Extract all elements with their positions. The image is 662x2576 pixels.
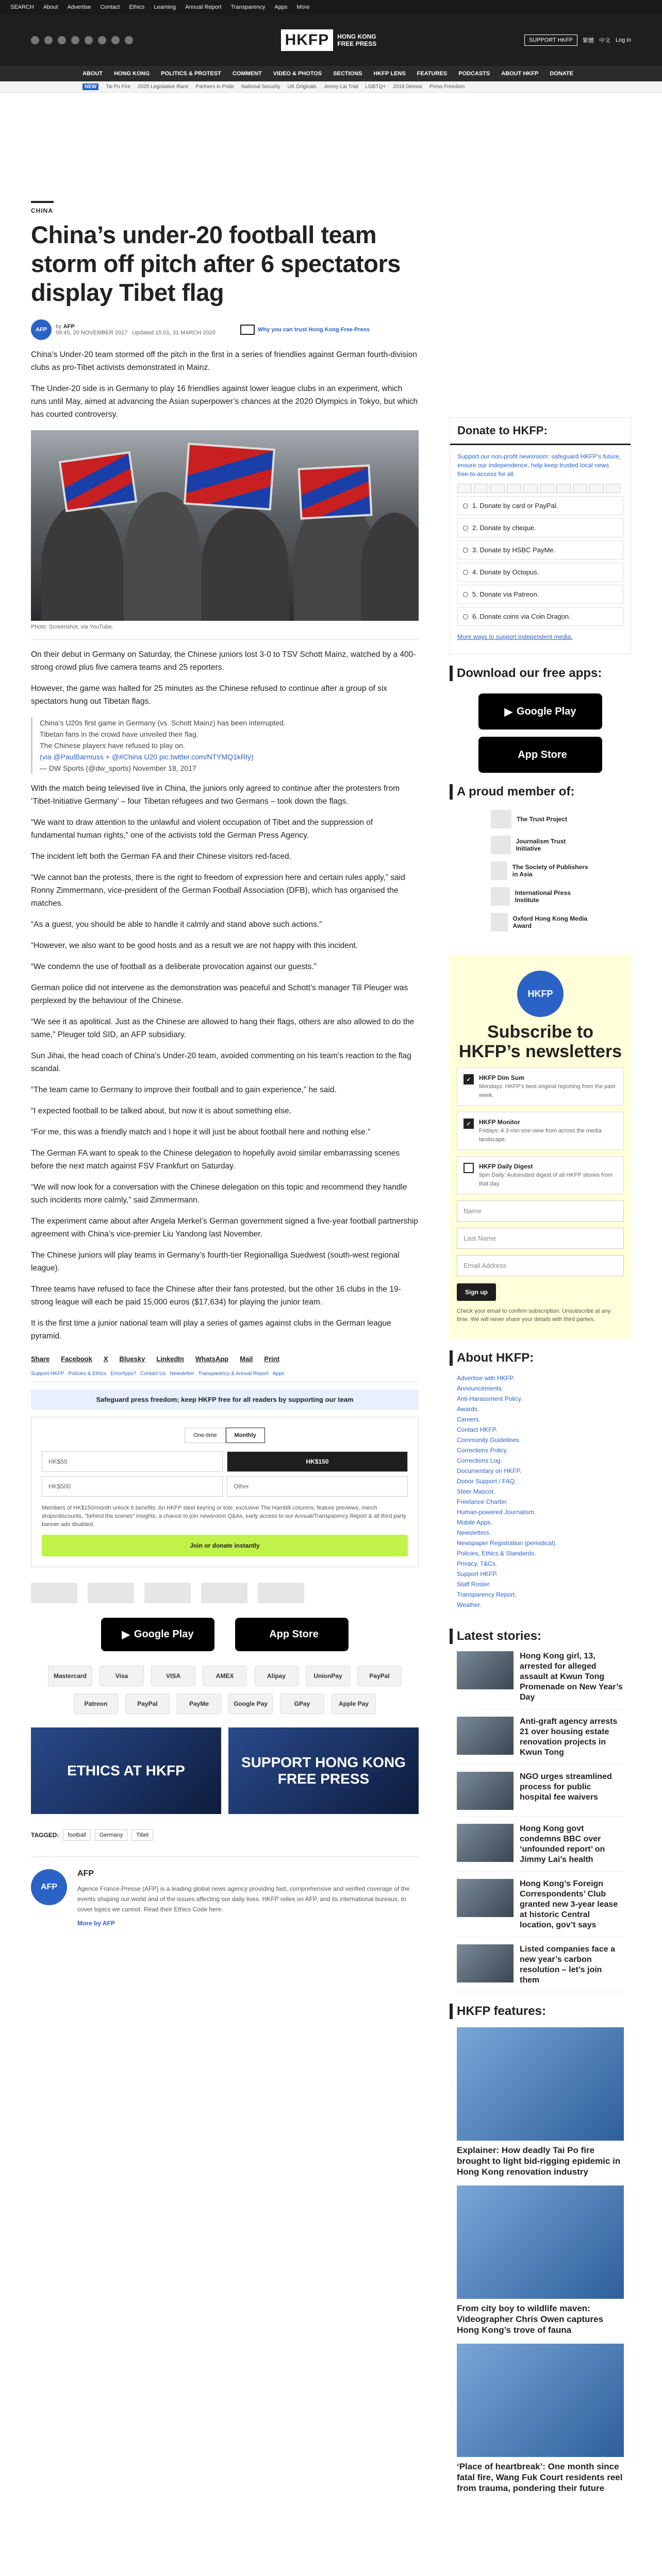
youtube-icon[interactable] — [85, 36, 93, 44]
member-logo — [491, 887, 510, 906]
author-avatar[interactable]: AFP — [31, 319, 52, 340]
feature-item[interactable] — [457, 2027, 624, 2177]
about-link[interactable]: Contact HKFP. — [457, 1426, 498, 1433]
sidebar-app-store-button[interactable]: App Store — [478, 737, 602, 773]
donate-intro[interactable]: Support our non-profit newsroom: safeguard HKFP’s future, ensure our independence, help keep trusted local news free-to-access for all. — [457, 453, 621, 478]
author-box-name[interactable]: AFP — [77, 1869, 94, 1878]
payment-logo: VISA — [151, 1666, 195, 1686]
story-title[interactable]: Hong Kong’s Foreign Correspondents’ Club granted new 3-year lease at historic Central location, gov’t says — [520, 1879, 618, 1929]
topbar-link[interactable]: Learning — [154, 4, 176, 10]
app-store-button[interactable]: App Store — [235, 1618, 349, 1651]
oxford-award-logo[interactable] — [258, 1583, 304, 1603]
story-thumbnail[interactable] — [457, 1944, 514, 1982]
about-link[interactable]: Human-powered Journalism. — [457, 1509, 536, 1516]
trending-subnav — [0, 81, 662, 93]
last-name-field[interactable]: Last Name — [457, 1228, 624, 1249]
paragraph: The German FA want to speak to the Chinese delegation to hopefully avoid similar embarrassing scenes before the next match against FSV Frankfurt on Saturday. — [31, 1149, 400, 1171]
story-thumbnail[interactable] — [457, 1651, 514, 1689]
share-link[interactable]: X — [103, 1355, 108, 1363]
sopa-logo[interactable] — [144, 1583, 191, 1603]
topbar-link[interactable]: Transparency — [230, 4, 266, 10]
story-title[interactable]: Hong Kong girl, 13, arrested for alleged assault at Kwun Tong Promenade on New Year’s Day — [520, 1652, 623, 1702]
lang-chinese-link[interactable]: 中文 — [599, 38, 610, 44]
member-item[interactable] — [491, 861, 590, 880]
paragraph: “However, we also want to be good hosts and as a result we are not happy with this incident. — [31, 941, 358, 950]
paragraph: However, the game was halted for 25 minutes as the Chinese refused to continue after a group of six spectators hung out Tibetan flags. — [31, 684, 388, 706]
author-box — [31, 1856, 419, 1927]
story-title[interactable]: Hong Kong govt condemns BBC over ‘unfounded report’ on Jimmy Lai’s health — [520, 1824, 605, 1864]
about-link[interactable]: Privacy, T&Cs. — [457, 1560, 498, 1567]
paragraph: “I expected football to be talked about, but now it is about something else. — [31, 1107, 291, 1115]
card-icon — [490, 484, 505, 493]
trust-project-logo[interactable] — [31, 1583, 77, 1603]
tag-list — [31, 1829, 419, 1841]
telegram-icon[interactable] — [111, 36, 120, 44]
subnav-item[interactable]: Press Freedom — [429, 84, 465, 90]
story-title[interactable]: NGO urges streamlined process for public hospital fee waivers — [520, 1772, 612, 1802]
category-rule — [31, 201, 54, 203]
trust-project-icon — [240, 325, 255, 335]
about-link[interactable]: Transparency Report. — [457, 1591, 517, 1598]
about-link[interactable]: Careers. — [457, 1416, 481, 1423]
share-link[interactable]: Mail — [240, 1355, 253, 1363]
paragraph: German police did not intervene as the demonstration was peaceful and Schott’s manager Till Pleuger was perplexed by the behaviour of the Chinese. — [31, 984, 408, 1005]
updated-date: Updated 15:01, 31 MARCH 2020 — [132, 330, 216, 336]
member-logo — [491, 836, 511, 854]
subnav-item[interactable]: Partners in Pride — [195, 84, 235, 90]
tibet-flag — [59, 451, 138, 513]
radio-icon[interactable] — [463, 526, 468, 531]
topbar-link[interactable]: More — [296, 4, 310, 10]
publish-date: 09:45, 20 NOVEMBER 2017 — [56, 330, 128, 336]
topbar-link[interactable]: About — [43, 4, 58, 10]
jti-logo[interactable] — [88, 1583, 134, 1603]
byline — [31, 319, 419, 340]
new-badge: NEW — [82, 83, 98, 90]
share-link[interactable]: Facebook — [61, 1355, 92, 1363]
checkbox[interactable] — [464, 1163, 474, 1173]
nav-item[interactable]: ABOUT HKFP — [501, 71, 539, 77]
feature-title[interactable]: Explainer: How deadly Tai Po fire brought to light bid-rigging epidemic in Hong Kong renovation industry — [457, 2145, 621, 2177]
newsletter-signup — [450, 955, 631, 1339]
card-icon — [523, 484, 538, 493]
card-icon — [556, 484, 571, 493]
share-label: Share — [31, 1355, 50, 1363]
byline-by: by — [56, 324, 62, 330]
proud-member-heading: A proud member of: — [450, 784, 631, 800]
donate-option-label: 3. Donate by HSBC PayMe. — [472, 546, 556, 554]
author-name[interactable]: AFP — [63, 324, 75, 330]
member-name: International Press Institute — [515, 889, 571, 904]
x-icon[interactable] — [44, 36, 53, 44]
tibet-flag — [184, 443, 275, 511]
site-logo[interactable] — [281, 29, 377, 51]
card-icon — [589, 484, 604, 493]
share-link[interactable]: Print — [264, 1355, 280, 1363]
payment-logo: PayPal — [125, 1693, 170, 1714]
newsletter-note: Check your email to confirm subscription. Unsubscribe at any time. We will never share your details with third parties. — [457, 1308, 611, 1323]
nav-item[interactable]: COMMENT — [232, 71, 262, 77]
newsletter-option[interactable]: HKFP Daily Digest 9pm Daily: Automated digest of all HKFP stories from that day. — [457, 1156, 624, 1194]
paragraph: The experiment came about after Angela Merkel’s German government signed a five-year football partnership agreement with China’s vice-premier Liu Yandong last November. — [31, 1217, 419, 1239]
email-field[interactable]: Email Address — [457, 1255, 624, 1276]
donate-option-label: 6. Donate coins via Coin Dragon. — [472, 613, 571, 620]
tab-one-time[interactable]: One-time — [185, 1428, 225, 1443]
tweet-attribution[interactable]: — DW Sports (@dw_sports) November 18, 2017 — [40, 764, 196, 772]
latest-story[interactable] — [457, 1944, 624, 1992]
topbar-link[interactable]: SEARCH — [10, 4, 34, 10]
trust-label: Why you can trust Hong Kong Free Press — [258, 327, 370, 333]
footer-link[interactable]: Contact Us — [140, 1371, 166, 1377]
payment-logo: GPay — [280, 1693, 324, 1714]
paragraph: The Chinese juniors will play teams in Germany’s fourth-tier Regionalliga Suedwest (south-west regional league). — [31, 1251, 400, 1273]
share-link[interactable]: WhatsApp — [195, 1355, 229, 1363]
nav-item[interactable]: POLITICS & PROTEST — [161, 71, 221, 77]
newsletter-logo: HKFP — [517, 971, 564, 1017]
logo-line-2: FREE PRESS — [337, 40, 377, 47]
tab-monthly[interactable]: Monthly — [226, 1428, 265, 1443]
paragraph: “We cannot ban the protests, there is the right to freedom of expression here and certain rules apply,” said Ronny Zimmermann, vice-president of the German Football Association (DFB), which has organised the matches. — [31, 873, 405, 908]
about-link[interactable]: Corrections Log. — [457, 1457, 503, 1464]
footer-link[interactable]: Transparency & Annual Report — [198, 1371, 269, 1377]
feature-title[interactable]: ‘Place of heartbreak’: One month since fatal fire, Wang Fuk Court residents reel from trauma, pondering their future — [457, 2462, 623, 2493]
donate-widget — [450, 417, 631, 654]
photo-caption: Photo: Screenshot, via YouTube. — [31, 624, 419, 640]
radio-icon[interactable] — [463, 570, 468, 575]
subnav-item[interactable]: Jimmy Lai Trial — [323, 84, 358, 90]
donate-option[interactable] — [457, 540, 623, 560]
tweet-line: Tibetan fans in the crowd have unveiled their flag. — [40, 730, 198, 738]
embedded-tweet — [31, 717, 419, 774]
paragraph: “We want to draw attention to the unlawful and violent occupation of Tibet and the suppression of fundamental human rights,” one of the activists told the German Press Agency. — [31, 818, 373, 840]
tibet-flag — [297, 464, 372, 519]
nav-item[interactable]: ABOUT — [82, 71, 103, 77]
payment-methods — [31, 1666, 419, 1714]
latest-story[interactable] — [457, 1772, 624, 1817]
subnav-item[interactable]: Tai Po Fire — [106, 84, 131, 90]
feature-title[interactable]: From city boy to wildlife maven: Videographer Chris Owen captures Hong Kong’s trove of fauna — [457, 2303, 604, 2335]
footer-link[interactable]: Support HKFP — [31, 1371, 64, 1377]
member-name: The Society of Publishers in Asia — [512, 863, 588, 878]
feature-item[interactable] — [457, 2185, 624, 2335]
nav-item[interactable]: HKFP LENS — [373, 71, 406, 77]
donation-widget — [31, 1417, 419, 1567]
story-thumbnail[interactable] — [457, 1717, 514, 1755]
feature-image[interactable] — [457, 2344, 624, 2457]
subnav-item[interactable]: 2019 Demos — [393, 84, 422, 90]
checkbox-checked[interactable]: ✓ — [464, 1118, 474, 1129]
trust-link[interactable] — [240, 325, 370, 335]
topbar-link[interactable]: Contact — [100, 4, 120, 10]
footer-link[interactable]: Policies & Ethics — [68, 1371, 107, 1377]
paragraph: “The team came to Germany to improve their football and to gain experience,” he said. — [31, 1086, 337, 1094]
nav-item[interactable]: DONATE — [550, 71, 573, 77]
subnav-item[interactable]: LGBTQ+ — [365, 84, 386, 90]
member-name: Journalism Trust Initiative — [516, 838, 566, 852]
amount-option[interactable]: HK$500 — [42, 1476, 223, 1497]
card-icon — [507, 484, 521, 493]
payment-logo: Alipay — [254, 1666, 299, 1686]
about-link[interactable]: Mobile Apps. — [457, 1519, 492, 1526]
subnav-item[interactable]: 2025 Legislative Race — [138, 84, 189, 90]
membership-benefits: Members of HK$150/month unlock 6 benefits: An HKFP steel keyring or tote, exclusive The Hambili columns, feature previews, merch drops/discounts, "behind the scenes" insights, a chance to join newsroom Q&As, early access to our Annual/Transparency Report & all third party banner ads disabled. — [42, 1505, 406, 1528]
donate-option[interactable] — [457, 585, 623, 604]
article-title: China’s under-20 football team storm off pitch after 6 spectators display Tibet flag — [31, 221, 401, 306]
payment-logo: Patreon — [74, 1693, 118, 1714]
donate-option-label: 5. Donate via Patreon. — [472, 590, 539, 598]
payment-logo: AMEX — [203, 1666, 247, 1686]
radio-icon[interactable] — [463, 592, 468, 597]
footer-link[interactable]: Newsletter — [170, 1371, 194, 1377]
payment-logo: PayMe — [177, 1693, 221, 1714]
share-bar — [31, 1355, 419, 1363]
amount-option[interactable]: HK$50 — [42, 1451, 223, 1472]
ethics-promo[interactable]: ETHICS AT HKFP — [31, 1727, 221, 1814]
donate-option[interactable] — [457, 518, 623, 537]
main-nav — [0, 66, 662, 81]
support-hkfp-button[interactable]: SUPPORT HKFP — [524, 35, 577, 46]
payment-logo: UnionPay — [306, 1666, 350, 1686]
facebook-icon[interactable] — [31, 36, 39, 44]
donate-banner[interactable]: Safeguard press freedom; keep HKFP free for all readers by supporting our team — [31, 1389, 419, 1410]
story-title[interactable]: Listed companies face a new year’s carbon resolution – let’s join them — [520, 1945, 615, 1985]
login-link[interactable]: Log in — [616, 37, 631, 43]
about-link[interactable]: Donor Support / FAQ. — [457, 1478, 517, 1485]
card-icon — [474, 484, 488, 493]
subnav-item[interactable]: UK Originals — [287, 84, 317, 90]
feature-item[interactable] — [457, 2344, 624, 2494]
newsletter-title: Subscribe to HKFP’s newsletters — [458, 1022, 622, 1061]
paragraph: “We condemn the use of football as a deliberate provocation against our guests.” — [31, 962, 317, 971]
card-icons — [457, 484, 623, 493]
amount-option[interactable]: Other — [227, 1476, 408, 1497]
member-logos-row — [31, 1583, 419, 1603]
author-box-avatar[interactable]: AFP — [31, 1869, 67, 1905]
share-link[interactable]: LinkedIn — [156, 1355, 184, 1363]
topbar-link[interactable]: Apps — [274, 4, 288, 10]
logo-line-1: HONG KONG — [337, 33, 376, 40]
latest-story[interactable] — [457, 1879, 624, 1937]
paragraph: It is the first time a junior national team will play a series of games against clubs in the German league pyramid. — [31, 1319, 391, 1341]
latest-story[interactable] — [457, 1717, 624, 1765]
topbar-link[interactable]: Advertise — [67, 4, 91, 10]
about-link[interactable]: Corrections Policy. — [457, 1447, 508, 1454]
donate-heading: Donate to HKFP: — [450, 418, 631, 445]
payment-logo: PayPal — [357, 1666, 402, 1686]
threads-icon[interactable] — [71, 36, 79, 44]
paragraph: “We see it as apolitical. Just as the Chinese are allowed to hang their flags, others are also allowed to do the same,” Pleuger told SID, an AFP subsidiary. — [31, 1018, 415, 1039]
about-link[interactable]: Staff Roster. — [457, 1581, 491, 1588]
linkedin-icon[interactable] — [98, 36, 106, 44]
tag[interactable]: Germany — [95, 1829, 127, 1841]
about-link[interactable]: Community Guidelines. — [457, 1436, 521, 1444]
support-promo[interactable]: SUPPORT HONG KONG FREE PRESS — [228, 1727, 419, 1814]
tweet-line: The Chinese players have refused to play on. — [40, 741, 185, 750]
footer-link[interactable]: Error/typo? — [110, 1371, 136, 1377]
subnav-item[interactable]: National Security — [241, 84, 280, 90]
payment-logo: Mastercard — [48, 1666, 92, 1686]
social-icons — [31, 36, 133, 44]
paragraph: “We will now look for a conversation with the Chinese delegation on this topic and recommend they handle such incidents more calmly,” said Zimmermann. — [31, 1183, 407, 1205]
paragraph: Three teams have refused to face the Chinese after their fans protested, but the other 16 clubs in the 19-strong league will each be paid 15,000 euros ($17,634) for playing the junior team. — [31, 1285, 401, 1307]
about-link[interactable]: Advertise with HKFP. — [457, 1375, 515, 1382]
radio-icon[interactable] — [463, 503, 468, 509]
feature-image[interactable] — [457, 2027, 624, 2141]
paragraph: With the match being televised live in China, the juniors only agreed to continue after the protesters from ‘Tibet-Initiative Germany’ – four Tibetan refugees and two Germans – took down the flags. — [31, 784, 400, 806]
paragraph: “As a guest, you should be able to handle it calmly and stand above such actions.” — [31, 920, 322, 929]
newsletter-option[interactable]: ✓ HKFP Monitor Fridays: A 3-min one-view from across the media landscape. — [457, 1112, 624, 1150]
share-link[interactable]: Bluesky — [119, 1355, 145, 1363]
lang-traditional-link[interactable]: 繁體 — [583, 38, 594, 44]
member-name: The Trust Project — [517, 816, 568, 823]
tag[interactable]: Tibet — [131, 1829, 153, 1841]
paragraph: China’s Under-20 team stormed off the pitch in the first in a series of friendlies against German fourth-division clubs as pro-Tibet activists demonstrated in Mainz. — [31, 350, 417, 372]
article-category[interactable]: CHINA — [31, 207, 53, 214]
topbar-link[interactable]: Annual Report — [185, 4, 222, 10]
card-icon — [457, 484, 472, 493]
member-logo — [491, 810, 511, 828]
article-photo — [31, 430, 419, 621]
story-thumbnail[interactable] — [457, 1772, 514, 1810]
name-field[interactable]: Name — [457, 1200, 624, 1222]
nav-item[interactable]: PODCASTS — [458, 71, 490, 77]
article-main — [31, 93, 419, 2494]
paragraph: On their debut in Germany on Saturday, the Chinese juniors lost 3-0 to TSV Schott Mainz, watched by a 400-strong crowd plus five camera teams and 25 reporters. — [31, 650, 416, 672]
site-header — [0, 14, 662, 66]
about-link[interactable]: Support HKFP. — [457, 1570, 498, 1578]
paragraph: The incident left both the German FA and their Chinese visitors red-faced. — [31, 852, 291, 861]
latest-story[interactable] — [457, 1824, 624, 1872]
top-utility-bar — [0, 0, 662, 14]
story-title[interactable]: Anti-graft agency arrests 21 over housing estate renovation projects in Kwun Tong — [520, 1717, 618, 1757]
about-link[interactable]: Newspaper Registration (periodical). — [457, 1539, 557, 1547]
author-bio: Agence France-Presse (AFP) is a leading global news agency providing fast, comprehensive and verified coverage of the events shaping our world and of the issues affecting our daily lives. HKFP relies on AFP, and its international bureaus, to cover topics we cannot. Read their Ethics Code here. — [77, 1885, 410, 1913]
donate-option-label: 2. Donate by cheque. — [472, 524, 536, 532]
article-footer-links — [31, 1371, 419, 1382]
about-link[interactable]: Weather. — [457, 1601, 482, 1608]
about-link[interactable]: Policies, Ethics & Standards. — [457, 1550, 536, 1557]
about-link[interactable]: Documentary on HKFP. — [457, 1467, 522, 1475]
tagged-label: TAGGED: — [31, 1832, 59, 1839]
join-donate-button[interactable]: Join or donate instantly — [42, 1535, 408, 1556]
more-ways-link[interactable]: More ways to support independent media. — [457, 633, 573, 640]
member-item[interactable] — [491, 810, 590, 828]
apps-heading: Download our free apps: — [450, 666, 631, 681]
tweet-link[interactable]: (via @PaulBarmuss + @#China U20 pic.twitter.com/NTYMQ1kRly) — [40, 753, 254, 761]
card-icon — [573, 484, 587, 493]
amount-option-selected[interactable]: HK$150 — [227, 1451, 408, 1472]
latest-story[interactable] — [457, 1651, 624, 1709]
payment-logo: Google Pay — [228, 1693, 273, 1714]
radio-icon[interactable] — [463, 614, 468, 619]
radio-icon[interactable] — [463, 548, 468, 553]
features-heading: HKFP features: — [450, 2004, 631, 2019]
card-icon — [540, 484, 554, 493]
signup-button[interactable]: Sign up — [457, 1283, 496, 1301]
play-icon: ▶ — [122, 1629, 130, 1640]
ipi-logo[interactable] — [201, 1583, 247, 1603]
google-play-button[interactable]: ▶ Google Play — [101, 1618, 214, 1651]
about-link[interactable]: Awards. — [457, 1405, 479, 1413]
donate-option[interactable] — [457, 607, 623, 626]
sidebar — [450, 93, 631, 2494]
tag[interactable]: football — [63, 1829, 90, 1841]
member-item[interactable] — [491, 913, 590, 931]
play-icon: ▶ — [504, 706, 512, 718]
member-item[interactable] — [491, 887, 590, 906]
logo-mark: HKFP — [281, 29, 334, 51]
paragraph: The Under-20 side is in Germany to play 16 friendlies against lower league clubs in an experiment, which runs until May, aimed at advancing the Asian superpower’s chances at the 2020 Olympics in Tokyo, but which has courted controversy. — [31, 384, 418, 419]
donate-option-label: 4. Donate by Octopus. — [472, 568, 539, 576]
about-link[interactable]: Newsletters. — [457, 1529, 491, 1536]
footer-link[interactable]: Apps — [272, 1371, 285, 1377]
story-thumbnail[interactable] — [457, 1879, 514, 1917]
feature-image[interactable] — [457, 2185, 624, 2299]
donate-option[interactable] — [457, 563, 623, 582]
nav-item[interactable]: VIDEO & PHOTOS — [273, 71, 322, 77]
about-link[interactable]: Steer Mascot. — [457, 1488, 495, 1495]
donate-option[interactable] — [457, 496, 623, 515]
payment-logo: Visa — [100, 1666, 144, 1686]
nav-item[interactable]: SECTIONS — [333, 71, 362, 77]
rss-icon[interactable] — [125, 36, 133, 44]
story-thumbnail[interactable] — [457, 1824, 514, 1862]
more-by-author-link[interactable]: More by AFP — [77, 1920, 115, 1927]
sidebar-google-play-button[interactable]: ▶ Google Play — [478, 693, 602, 730]
member-item[interactable] — [491, 836, 590, 854]
member-logo — [491, 861, 507, 880]
card-icon — [606, 484, 620, 493]
nav-item[interactable]: FEATURES — [417, 71, 448, 77]
about-link[interactable]: Anti-Harassment Policy. — [457, 1395, 523, 1402]
donate-option-label: 1. Donate by card or PayPal. — [472, 502, 558, 510]
nav-item[interactable]: HONG KONG — [114, 71, 150, 77]
about-link[interactable]: Announcements. — [457, 1385, 504, 1392]
latest-heading: Latest stories: — [450, 1629, 631, 1644]
payment-logo: Apple Pay — [332, 1693, 376, 1714]
about-heading: About HKFP: — [450, 1350, 631, 1366]
paragraph: Sun Jihai, the head coach of China’s Under-20 team, avoided commenting on his team’s reaction to the flag scandal. — [31, 1052, 411, 1073]
about-link[interactable]: Freelance Charter. — [457, 1498, 508, 1505]
checkbox-checked[interactable]: ✓ — [464, 1074, 474, 1084]
topbar-link[interactable]: Ethics — [129, 4, 145, 10]
paragraph: “For me, this was a friendly match and I hope it will just be about football here and nothing else.” — [31, 1128, 371, 1137]
member-logo — [491, 913, 508, 931]
newsletter-option[interactable]: ✓ HKFP Dim Sum Mondays: HKFP’s best original reporting from the past week. — [457, 1067, 624, 1106]
instagram-icon[interactable] — [58, 36, 66, 44]
tweet-line: China’s U20s first game in Germany (vs. Schott Mainz) has been interrupted. — [40, 719, 286, 727]
member-name: Oxford Hong Kong Media Award — [512, 915, 588, 929]
